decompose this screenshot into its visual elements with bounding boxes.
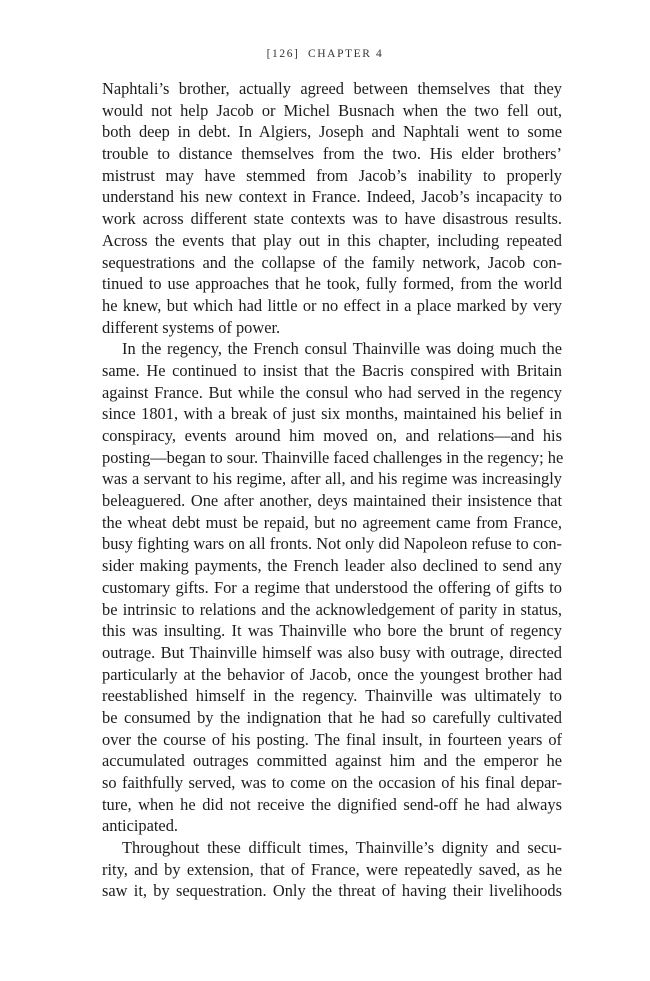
text-line: busy fighting wars on all fronts. Not only did Napoleon refuse to con- — [102, 534, 562, 554]
text-line: conspiracy, events around him moved on, and relations—and his — [102, 426, 562, 445]
text-line: understand his new context in France. Indeed, Jacob’s incapacity to — [102, 187, 562, 207]
text-line: sequestrations and the collapse of the family network, Jacob con- — [102, 252, 562, 272]
text-line: be consumed by the indignation that he had so carefully cultivated — [102, 707, 562, 727]
text-line: Naphtali’s brother, actually agreed between themselves that they — [102, 79, 562, 98]
text-line: accumulated outrages committed against him and the emperor he — [102, 751, 562, 771]
text-line: outrage. But Thainville himself was also busy with outrage, directed — [102, 642, 562, 662]
text-line: so faithfully served, was to come on the occasion of his final depar- — [102, 773, 562, 792]
text-line: rity, and by extension, that of France, were repeatedly saved, as he — [102, 859, 562, 879]
text-line: same. He continued to insist that the Bacris conspired with Britain — [102, 360, 562, 380]
text-line: Across the events that play out in this chapter, including repeated — [102, 230, 562, 250]
text-line: different systems of power. — [102, 317, 281, 337]
text-line: mistrust may have stemmed from Jacob’s inability to properly — [102, 165, 562, 185]
text-line: reestablished himself in the regency. Thainville was ultimately to — [102, 686, 562, 706]
text-line: since 1801, with a break of just six months, maintained his belief in — [102, 404, 562, 424]
text-line: saw it, by sequestration. Only the threat of having their livelihoods — [102, 881, 562, 901]
body-text — [102, 78, 562, 902]
running-head — [0, 48, 650, 60]
text-line: over the course of his posting. The final insult, in fourteen years of — [102, 729, 562, 749]
text-line: he knew, but which had little or no effect in a place marked by very — [102, 295, 562, 315]
text-line: would not help Jacob or Michel Busnach when the two fell out, — [102, 100, 562, 120]
text-line: ture, when he did not receive the dignified send-off he had always — [102, 794, 562, 814]
text-line: sider making payments, the French leader also declined to send any — [102, 556, 562, 576]
text-line: both deep in debt. In Algiers, Joseph and Naphtali went to some — [102, 122, 562, 142]
text-line: tinued to use approaches that he took, fully formed, from the world — [102, 274, 562, 294]
text-line: particularly at the behavior of Jacob, once the youngest brother had — [102, 664, 562, 684]
text-line: was a servant to his regime, after all, and his regime was increasingly — [102, 469, 562, 489]
page-number: [126] — [266, 48, 300, 60]
text-line: against France. But while the consul who had served in the regency — [102, 382, 562, 402]
text-line: In the regency, the French consul Thainville was doing much the — [122, 339, 562, 359]
text-line: beleaguered. One after another, deys maintained their insistence that — [102, 491, 562, 511]
text-line: Throughout these difficult times, Thainville’s dignity and secu- — [122, 838, 562, 858]
text-line: posting—began to sour. Thainville faced challenges in the regency; he — [102, 447, 564, 467]
text-line: trouble to distance themselves from the two. His elder brothers’ — [102, 144, 562, 164]
text-line: work across different state contexts was to have disastrous results. — [102, 209, 562, 229]
text-line: customary gifts. For a regime that understood the offering of gifts to — [102, 577, 562, 597]
text-line: this was insulting. It was Thainville who bore the brunt of regency — [102, 621, 562, 641]
text-line: the wheat debt must be repaid, but no agreement came from France, — [102, 512, 562, 532]
chapter-label: CHAPTER 4 — [307, 48, 384, 60]
text-line: be intrinsic to relations and the acknowledgement of parity in status, — [102, 599, 562, 619]
text-line: anticipated. — [102, 816, 178, 836]
